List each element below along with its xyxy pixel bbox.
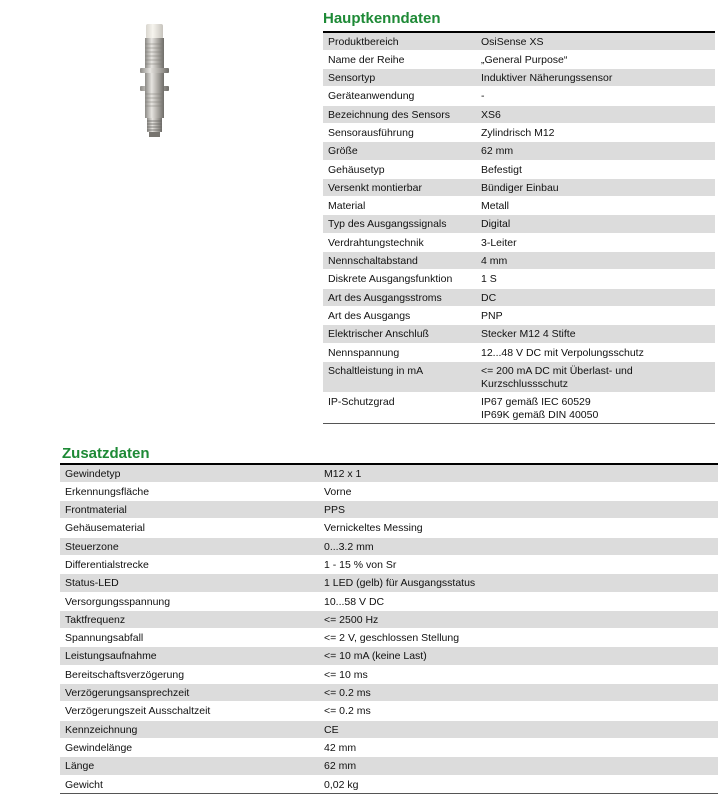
spec-label: Bezeichnung des Sensors <box>323 105 476 123</box>
table-row <box>323 160 715 178</box>
table-row <box>323 215 715 233</box>
sensor-product-image <box>128 22 182 140</box>
spec-value <box>476 325 715 343</box>
spec-value-line: 62 mm <box>324 760 357 773</box>
table-row <box>60 501 718 519</box>
table-row <box>60 537 718 555</box>
spec-value <box>476 178 715 196</box>
spec-value-line: 0,02 kg <box>324 778 359 791</box>
table-row <box>323 361 715 392</box>
spec-value <box>319 555 718 573</box>
spec-value <box>476 105 715 123</box>
spec-label: Kennzeichnung <box>60 720 319 738</box>
section-title-hauptkenndaten: Hauptkenndaten <box>323 10 441 27</box>
spec-label: Art des Ausgangsstroms <box>323 288 476 306</box>
spec-value-line: Digital <box>481 218 511 231</box>
spec-label: Name der Reihe <box>323 50 476 68</box>
spec-label: Art des Ausgangs <box>323 306 476 324</box>
spec-value-line: Zylindrisch M12 <box>481 126 555 139</box>
spec-value-line: Bündiger Einbau <box>481 181 559 194</box>
spec-label: Länge <box>60 757 319 775</box>
table-row <box>60 665 718 683</box>
spec-value-line: 10...58 V DC <box>324 595 385 608</box>
spec-value-line: <= 10 mA (keine Last) <box>324 650 427 663</box>
spec-value-line: IP67 gemäß IEC 60529 <box>481 395 591 408</box>
spec-value-line: Metall <box>481 200 510 213</box>
spec-value <box>319 482 718 500</box>
spec-value <box>319 574 718 592</box>
spec-value-line: <= 2500 Hz <box>324 613 379 626</box>
table-row <box>323 392 715 423</box>
spec-value <box>319 464 718 482</box>
spec-value <box>319 702 718 720</box>
spec-value-line: 3-Leiter <box>481 236 517 249</box>
table-row <box>323 50 715 68</box>
table-row <box>323 178 715 196</box>
table-row <box>60 757 718 775</box>
spec-label: Diskrete Ausgangsfunktion <box>323 270 476 288</box>
spec-value-line: DC <box>481 291 497 304</box>
spec-value-line: M12 x 1 <box>324 468 362 480</box>
spec-value <box>319 629 718 647</box>
spec-label: Spannungsabfall <box>60 629 319 647</box>
table-row <box>60 555 718 573</box>
spec-value <box>319 501 718 519</box>
table-row <box>323 270 715 288</box>
spec-value-line: IP69K gemäß DIN 40050 <box>481 408 599 421</box>
spec-label: Frontmaterial <box>60 501 319 519</box>
spec-value-line: Befestigt <box>481 163 522 176</box>
spec-label: Steuerzone <box>60 537 319 555</box>
spec-label: Leistungsaufnahme <box>60 647 319 665</box>
spec-label: Verzögerungsansprechzeit <box>60 684 319 702</box>
spec-value-line: <= 200 mA DC mit Überlast- und <box>481 364 633 377</box>
spec-label: Typ des Ausgangssignals <box>323 215 476 233</box>
spec-value <box>476 50 715 68</box>
spec-value-line: <= 0.2 ms <box>324 687 371 700</box>
spec-value <box>476 123 715 141</box>
spec-label: Geräteanwendung <box>323 87 476 105</box>
spec-value-line: Stecker M12 4 Stifte <box>481 328 576 341</box>
table-row <box>323 288 715 306</box>
spec-value-line: <= 0.2 ms <box>324 705 371 718</box>
spec-value-line: „General Purpose“ <box>481 53 568 66</box>
spec-value-line: 12...48 V DC mit Verpolungsschutz <box>481 346 644 359</box>
spec-value <box>476 142 715 160</box>
table-row <box>323 87 715 105</box>
spec-value-line: XS6 <box>481 108 501 121</box>
spec-value <box>476 215 715 233</box>
spec-value-line: PPS <box>324 504 346 517</box>
spec-value-line: Kurzschlussschutz <box>481 377 568 390</box>
spec-label: Taktfrequenz <box>60 610 319 628</box>
spec-value-line: - <box>481 90 485 103</box>
table-row <box>60 464 718 482</box>
spec-label: Verdrahtungstechnik <box>323 233 476 251</box>
spec-label: Differentialstrecke <box>60 555 319 573</box>
table-row <box>60 592 718 610</box>
spec-value <box>476 392 715 423</box>
spec-value <box>476 361 715 392</box>
spec-value <box>476 197 715 215</box>
spec-value <box>476 160 715 178</box>
spec-label: Nennspannung <box>323 343 476 361</box>
table-row <box>60 482 718 500</box>
table-row <box>60 574 718 592</box>
spec-value-line: OsiSense XS <box>481 36 544 48</box>
spec-value <box>476 306 715 324</box>
spec-value <box>319 665 718 683</box>
table-row <box>323 32 715 50</box>
spec-label: Gehäusematerial <box>60 519 319 537</box>
spec-value <box>476 69 715 87</box>
table-row <box>323 325 715 343</box>
spec-value <box>319 592 718 610</box>
spec-label: Schaltleistung in mA <box>323 361 476 392</box>
spec-label: Erkennungsfläche <box>60 482 319 500</box>
spec-value <box>319 537 718 555</box>
table-row <box>60 684 718 702</box>
spec-value-line: 4 mm <box>481 255 508 268</box>
spec-value <box>476 233 715 251</box>
spec-value <box>319 720 718 738</box>
table-row <box>323 142 715 160</box>
spec-value <box>319 757 718 775</box>
table-row <box>323 105 715 123</box>
table-row <box>323 252 715 270</box>
spec-label: Gewicht <box>60 775 319 793</box>
table-row <box>323 123 715 141</box>
table-row <box>60 629 718 647</box>
spec-label: Material <box>323 197 476 215</box>
spec-value <box>476 252 715 270</box>
table-row <box>60 775 718 793</box>
spec-label: Produktbereich <box>323 32 476 50</box>
extra-specs-table <box>60 463 718 794</box>
spec-label: Sensortyp <box>323 69 476 87</box>
spec-value-line: 0...3.2 mm <box>324 540 374 553</box>
spec-value-line: Vernickeltes Messing <box>324 522 423 535</box>
spec-value <box>476 270 715 288</box>
spec-label: Verzögerungszeit Ausschaltzeit <box>60 702 319 720</box>
spec-label: Bereitschaftsverzögerung <box>60 665 319 683</box>
spec-value-line: <= 2 V, geschlossen Stellung <box>324 632 460 645</box>
table-row <box>323 343 715 361</box>
table-row <box>323 306 715 324</box>
spec-label: Nennschaltabstand <box>323 252 476 270</box>
spec-value-line: 1 - 15 % von Sr <box>324 558 397 571</box>
spec-label: IP-Schutzgrad <box>323 392 476 423</box>
spec-value-line: 62 mm <box>481 145 514 158</box>
table-row <box>60 720 718 738</box>
table-row <box>60 610 718 628</box>
spec-value-line: Induktiver Näherungssensor <box>481 72 613 85</box>
spec-value <box>476 288 715 306</box>
spec-label: Gehäusetyp <box>323 160 476 178</box>
table-row <box>323 69 715 87</box>
spec-value <box>319 738 718 756</box>
spec-value-line: <= 10 ms <box>324 668 368 681</box>
spec-value <box>319 775 718 793</box>
spec-value-line: 42 mm <box>324 741 357 754</box>
spec-label: Status-LED <box>60 574 319 592</box>
table-row <box>323 197 715 215</box>
spec-label: Elektrischer Anschluß <box>323 325 476 343</box>
spec-value <box>476 32 715 50</box>
spec-value-line: CE <box>324 723 339 736</box>
spec-value-line: 1 LED (gelb) für Ausgangsstatus <box>324 577 476 590</box>
table-row <box>323 233 715 251</box>
spec-value-line: PNP <box>481 309 503 322</box>
spec-label: Sensorausführung <box>323 123 476 141</box>
spec-label: Versenkt montierbar <box>323 178 476 196</box>
spec-value-line: Vorne <box>324 485 352 498</box>
spec-value <box>319 684 718 702</box>
spec-value <box>319 519 718 537</box>
table-row <box>60 519 718 537</box>
spec-value <box>319 647 718 665</box>
main-specs-table <box>323 31 715 424</box>
spec-value <box>476 87 715 105</box>
spec-label: Gewindelänge <box>60 738 319 756</box>
spec-label: Gewindetyp <box>60 464 319 482</box>
section-title-zusatzdaten: Zusatzdaten <box>62 445 150 462</box>
spec-value <box>319 610 718 628</box>
spec-value-line: 1 S <box>481 273 497 286</box>
table-row <box>60 738 718 756</box>
table-row <box>60 647 718 665</box>
spec-label: Größe <box>323 142 476 160</box>
table-row <box>60 702 718 720</box>
spec-label: Versorgungsspannung <box>60 592 319 610</box>
spec-value <box>476 343 715 361</box>
